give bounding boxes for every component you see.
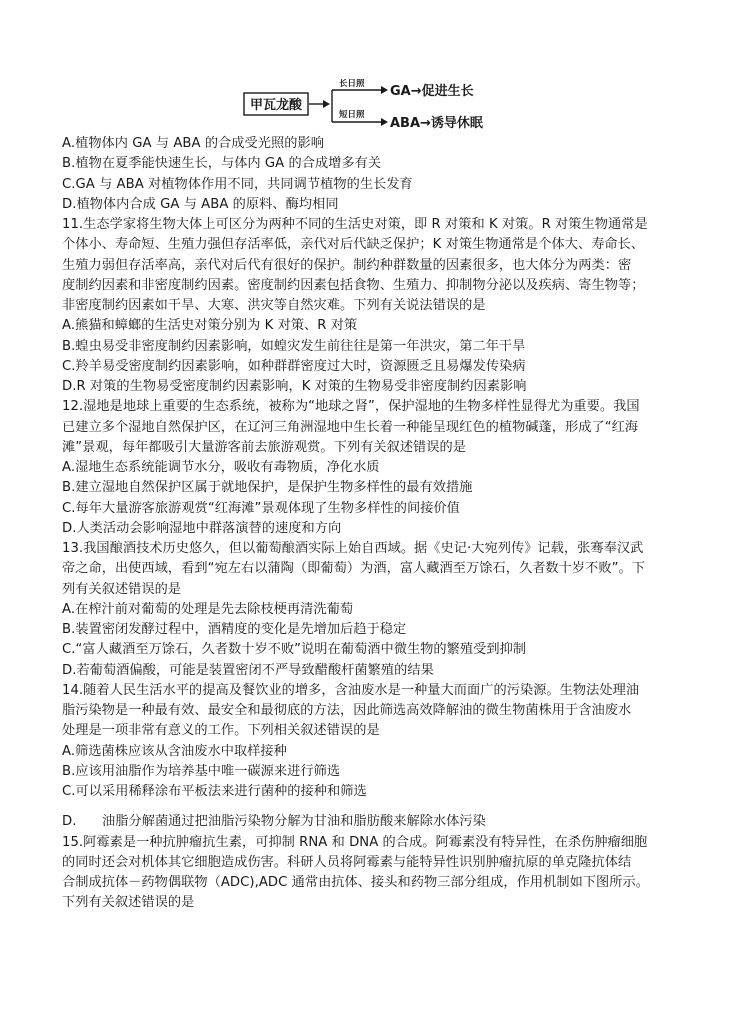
q12-option-b: B.建立湿地自然保护区属于就地保护，是保护生物多样性的最有效措施 — [62, 480, 473, 496]
q13-option-a: A.在榨汁前对葡萄的处理是先去除枝梗再清洗葡萄 — [62, 601, 354, 617]
q14-option-b: B.应该用油脂作为培养基中唯一碳源来进行筛选 — [62, 763, 341, 779]
q13-stem-line: 帝之命，出使西域，看到“宛左右以蒲陶（即葡萄）为酒，富人藏酒至万馀石，久者数十岁不败”。下 — [62, 561, 645, 577]
q15-stem-line: 合制成抗体－药物偶联物（ADC),ADC 通常由抗体、接头和药物三部分组成，作用机制如下图所示。 — [62, 875, 650, 890]
q13-option-b: B.装置密闭发酵过程中，酒精度的变化是先增加后趋于稳定 — [62, 622, 407, 637]
question-15 — [62, 833, 734, 914]
question-text — [62, 134, 734, 914]
q11-stem-line: 11.生态学家将生物大体上可区分为两种不同的生活史对策，即 R 对策和 K 对策。R 对策生物通常是 — [62, 217, 648, 232]
q13-stem-line: 13.我国酿酒技术历史悠久，但以葡萄酿酒实际上始自西域。据《史记·大宛列传》记载，张骞奉汉武 — [62, 541, 644, 556]
q13-stem-line: 列有关叙述错误的是 — [62, 581, 182, 597]
q11-stem-line: 个体小、寿命短、生殖力强但存活率低，亲代对后代缺乏保护；K 对策生物通常是个体大、寿命长、 — [62, 237, 645, 253]
q14-stem-line: 14.随着人民生活水平的提高及餐饮业的增多，含油废水是一种量大而面广的污染源。生物法处理油 — [62, 682, 640, 698]
q15-stem-line: 的同时还会对机体其它细胞造成伤害。科研人员将阿霉素与能特异性识别肿瘤抗原的单克隆抗体结 — [62, 854, 632, 870]
q10-option-b: B.植物在夏季能快速生长，与体内 GA 的合成增多有关 — [62, 156, 382, 172]
branch-bottom-arrow-head — [381, 118, 388, 126]
q15-stem-line: 下列有关叙述错误的是 — [62, 895, 195, 911]
q10-option-c: C.GA 与 ABA 对植物体作用不同，共同调节植物的生长发育 — [62, 176, 413, 192]
q11-option-c: C.羚羊易受密度制约因素影响，如种群群密度过大时，资源匮乏且易爆发传染病 — [62, 358, 526, 374]
q14-option-c: C.可以采用稀释涂布平板法来进行菌种的接种和筛选 — [62, 784, 367, 799]
q14-option-a: A.筛选菌株应该从含油废水中取样接种 — [62, 743, 287, 759]
q10-options — [62, 134, 734, 215]
branch-bottom-condition: 短日照 — [339, 110, 365, 120]
branch-top-arrow-head — [381, 86, 388, 94]
question-14 — [62, 681, 734, 833]
q11-stem-line: 非密度制约因素如干旱、大寒、洪灾等自然灾难。下列有关说法错误的是 — [62, 298, 486, 313]
q14-stem-line: 处理是一项非常有意义的工作。下列相关叙述错误的是 — [62, 723, 380, 739]
q14-stem-line: 脂污染物是一种最有效、最安全和最彻底的方法，因此筛选高效降解油的微生物菌株用于含油废水 — [62, 703, 632, 718]
question-12 — [62, 397, 734, 539]
q11-stem-line: 度制约因素和非密度制约因素。密度制约因素包括食物、生殖力、抑制物分泌以及疾病、寄生物等； — [62, 277, 645, 293]
question-11 — [62, 215, 734, 397]
q12-stem-line: 已建立多个湿地自然保护区，在辽河三角洲湿地中生长着一种能呈现红色的植物碱蓬，形成了“红海 — [62, 419, 639, 435]
source-arrow-head — [323, 100, 330, 108]
q15-stem-line: 15.阿霉素是一种抗肿瘤抗生素，可抑制 RNA 和 DNA 的合成。阿霉素没有特异性，在杀伤肿瘤细胞 — [62, 834, 648, 850]
q13-option-c: C.“富人藏酒至万馀石，久者数十岁不败”说明在葡萄酒中微生物的繁殖受到抑制 — [62, 642, 527, 658]
branch-top-result: GA→促进生长 — [390, 84, 474, 99]
branch-bottom-result: ABA→诱导休眠 — [390, 116, 483, 131]
q11-option-a: A.熊猫和蟑螂的生活史对策分别为 K 对策、R 对策 — [62, 318, 358, 334]
q13-option-d: D.若葡萄酒偏酸，可能是装置密闭不严导致醋酸杆菌繁殖的结果 — [62, 662, 434, 678]
source-box-label: 甲瓦龙酸 — [249, 98, 303, 113]
q11-option-b: B.蝗虫易受非密度制约因素影响，如蝗灾发生前往往是第一年洪灾，第二年干旱 — [62, 338, 526, 354]
q14-option-d-label: D. — [62, 814, 77, 830]
q14-option-d — [62, 812, 734, 832]
q14-option-d-text: 油脂分解菌通过把油脂污染物分解为甘油和脂肪酸来解除水体污染 — [102, 814, 486, 830]
q11-stem-line: 生殖力弱但存活率高，亲代对后代有很好的保护。制约种群数量的因素很多，也大体分为两类：密 — [62, 257, 632, 273]
branch-top-condition: 长日照 — [339, 79, 365, 89]
q12-option-d: D.人类活动会影响湿地中群落演替的速度和方向 — [62, 520, 342, 536]
hormone-pathway-diagram — [243, 79, 523, 135]
q10-option-d: D.植物体内合成 GA 与 ABA 的原料、酶均相同 — [62, 196, 339, 212]
q11-option-d: D.R 对策的生物易受密度制约因素影响，K 对策的生物易受非密度制约因素影响 — [62, 379, 527, 394]
q12-stem-line: 12.湿地是地球上重要的生态系统，被称为“地球之肾”，保护湿地的生物多样性显得尤为重要。我国 — [62, 399, 640, 415]
q12-option-a: A.湿地生态系统能调节水分，吸收有毒物质，净化水质 — [62, 460, 380, 475]
q12-stem-line: 滩”景观，每年都吸引大量游客前去旅游观赏。下列有关叙述错误的是 — [62, 439, 467, 455]
q10-option-a: A.植物体内 GA 与 ABA 的合成受光照的影响 — [62, 136, 324, 151]
q12-option-c: C.每年大量游客旅游观赏“红海滩”景观体现了生物多样性的间接价值 — [62, 500, 460, 516]
question-13 — [62, 539, 734, 681]
